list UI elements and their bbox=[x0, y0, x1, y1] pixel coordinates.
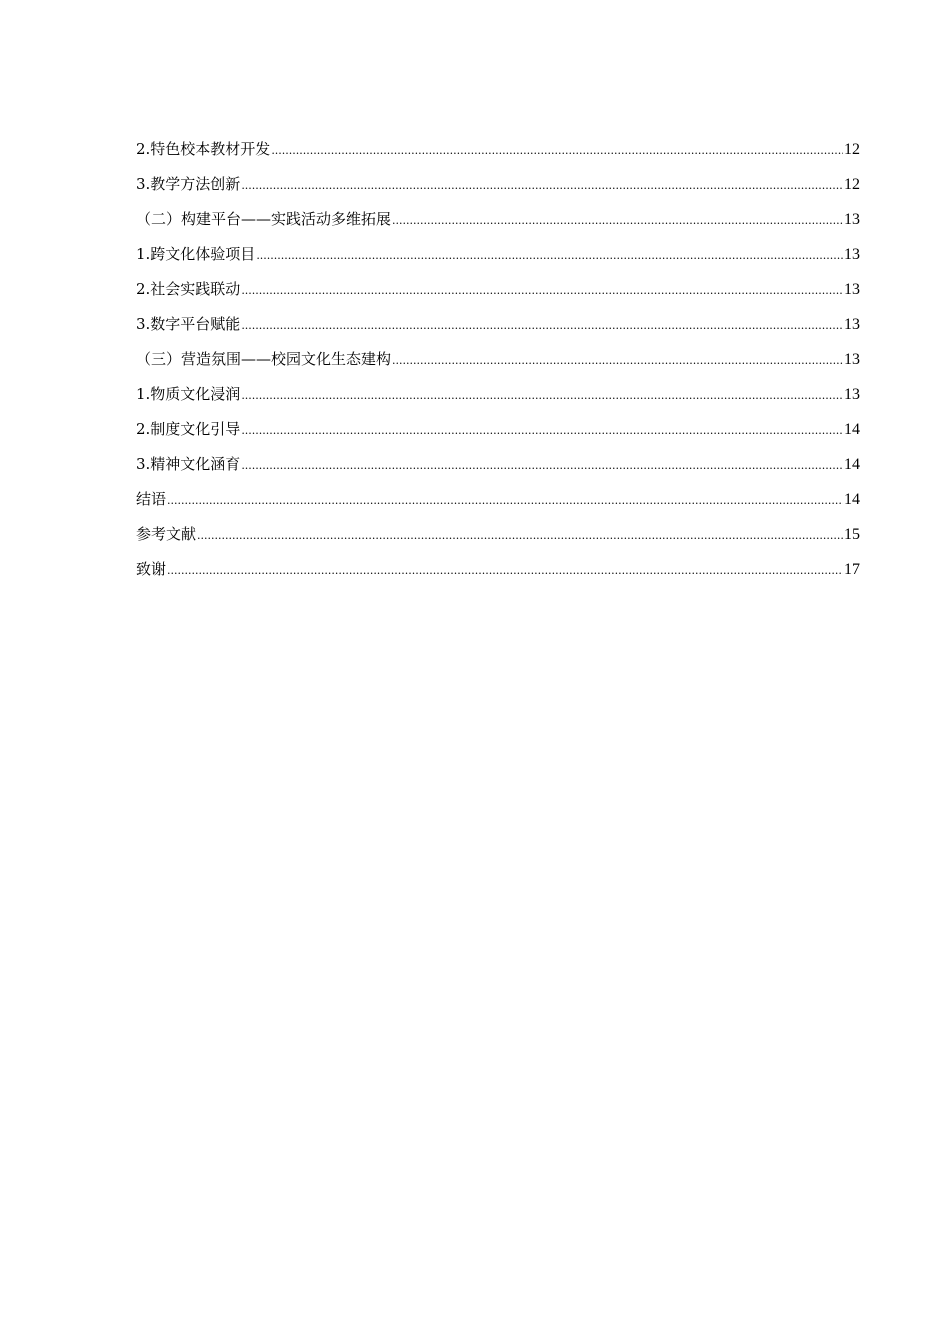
toc-dot-leader bbox=[241, 175, 843, 197]
toc-entry[interactable] bbox=[136, 418, 860, 453]
toc-entry-page: 13 bbox=[844, 351, 860, 368]
toc-entry-page: 13 bbox=[844, 386, 860, 403]
toc-entry[interactable] bbox=[136, 138, 860, 173]
toc-entry-page: 15 bbox=[844, 526, 860, 543]
toc-dot-leader bbox=[271, 140, 843, 162]
toc-entry-title: （三）营造氛围——校园文化生态建构 bbox=[136, 350, 392, 368]
toc-dot-leader bbox=[197, 525, 843, 547]
toc-entry[interactable] bbox=[136, 208, 860, 243]
toc-entry[interactable] bbox=[136, 278, 860, 313]
toc-entry-page: 14 bbox=[844, 491, 860, 508]
toc-entry[interactable] bbox=[136, 243, 860, 278]
toc-entry[interactable] bbox=[136, 348, 860, 383]
toc-entry-page: 13 bbox=[844, 281, 860, 298]
toc-entry-title: 2.制度文化引导 bbox=[136, 420, 241, 438]
toc-dot-leader bbox=[167, 490, 843, 512]
toc-entry-title: 1.跨文化体验项目 bbox=[136, 245, 256, 263]
toc-entry-page: 12 bbox=[844, 141, 860, 158]
toc-entry-title: 3.教学方法创新 bbox=[136, 175, 241, 193]
toc-entry[interactable] bbox=[136, 173, 860, 208]
toc-dot-leader bbox=[241, 315, 843, 337]
toc-entry[interactable] bbox=[136, 488, 860, 523]
table-of-contents bbox=[136, 138, 860, 593]
toc-entry-page: 17 bbox=[844, 561, 860, 578]
toc-dot-leader bbox=[241, 280, 843, 302]
toc-dot-leader bbox=[241, 420, 843, 442]
toc-entry[interactable] bbox=[136, 383, 860, 418]
toc-entry-page: 13 bbox=[844, 246, 860, 263]
toc-entry-title: 结语 bbox=[136, 490, 167, 508]
toc-dot-leader bbox=[241, 455, 843, 477]
toc-entry-title: 1.物质文化浸润 bbox=[136, 385, 241, 403]
toc-entry[interactable] bbox=[136, 453, 860, 488]
toc-entry-page: 13 bbox=[844, 316, 860, 333]
toc-dot-leader bbox=[392, 350, 843, 372]
toc-entry-title: （二）构建平台——实践活动多维拓展 bbox=[136, 210, 392, 228]
toc-entry-title: 3.精神文化涵育 bbox=[136, 455, 241, 473]
toc-entry-page: 14 bbox=[844, 456, 860, 473]
toc-entry[interactable] bbox=[136, 313, 860, 348]
toc-entry[interactable] bbox=[136, 523, 860, 558]
toc-dot-leader bbox=[392, 210, 843, 232]
toc-entry[interactable] bbox=[136, 558, 860, 593]
toc-dot-leader bbox=[241, 385, 843, 407]
toc-entry-title: 2.特色校本教材开发 bbox=[136, 140, 271, 158]
toc-entry-page: 13 bbox=[844, 211, 860, 228]
toc-entry-page: 14 bbox=[844, 421, 860, 438]
toc-entry-title: 参考文献 bbox=[136, 525, 197, 543]
toc-entry-page: 12 bbox=[844, 176, 860, 193]
toc-entry-title: 3.数字平台赋能 bbox=[136, 315, 241, 333]
toc-entry-title: 2.社会实践联动 bbox=[136, 280, 241, 298]
toc-dot-leader bbox=[256, 245, 843, 267]
toc-dot-leader bbox=[167, 560, 843, 582]
toc-entry-title: 致谢 bbox=[136, 560, 167, 578]
